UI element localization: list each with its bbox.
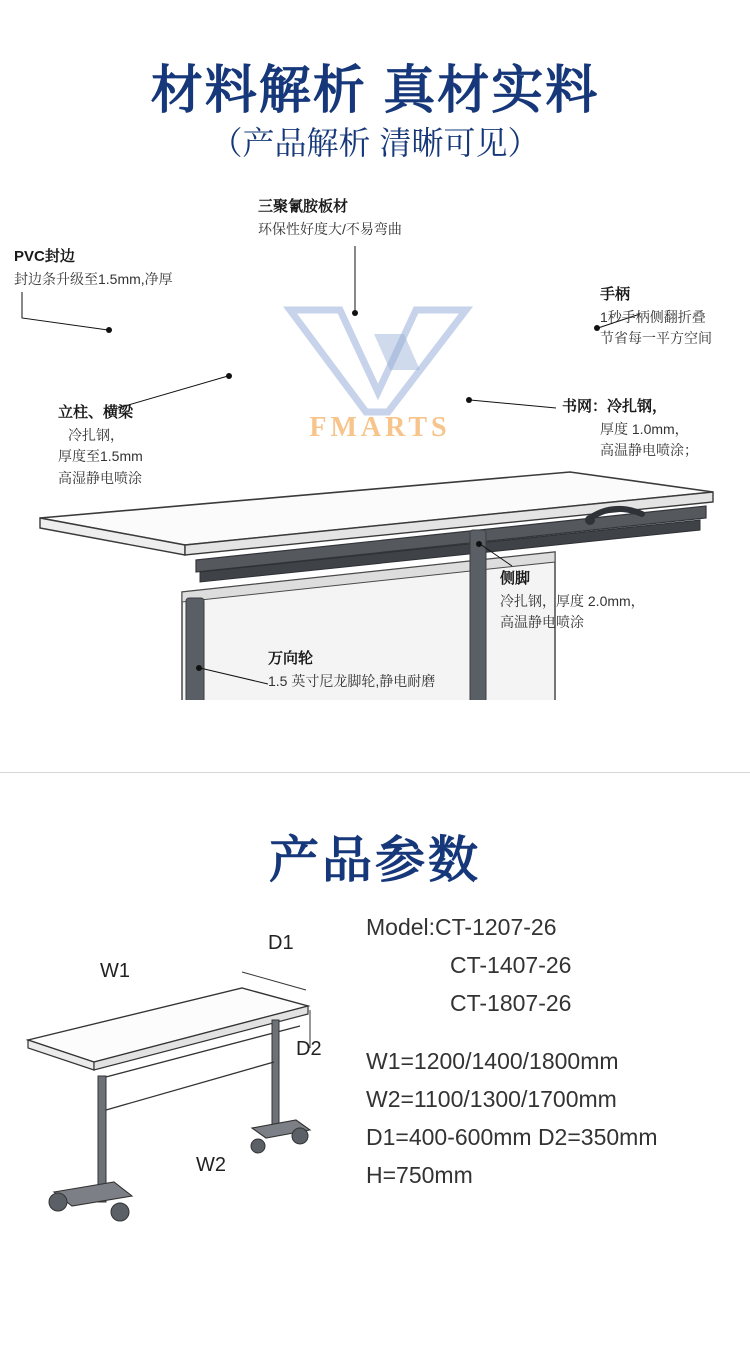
section-divider: [0, 772, 750, 773]
dimension-label-w1: W1: [100, 960, 130, 982]
spec-line: D1=400-600mm D2=350mm: [366, 1124, 658, 1150]
callout-book-net-head: 书网：冷扎钢，: [562, 398, 668, 415]
callout-melamine-board-head: 三聚氰胺板材: [258, 198, 349, 215]
callout-book-net-line-0: 厚度 1.0mm，: [600, 420, 689, 437]
callout-side-foot-line-1: 高温静电喷涂: [500, 614, 584, 631]
callout-pvc-edge-line-0: 封边条升级至1.5mm,净厚: [14, 270, 173, 287]
spec-line: W1=1200/1400/1800mm: [366, 1048, 619, 1074]
callout-handle: [600, 284, 712, 350]
page-subtitle: （产品解析 清晰可见）: [210, 125, 540, 161]
callout-column-beam: [58, 402, 143, 490]
callout-handle-line-0: 1秒手柄侧翻折叠: [600, 308, 706, 325]
parameters-title: 产品参数: [269, 832, 481, 888]
callout-caster-line-0: 1.5 英寸尼龙脚轮,静电耐磨: [268, 672, 436, 689]
spec-line: H=750mm: [366, 1162, 473, 1188]
callout-melamine-board-line-0: 环保性好度大/不易弯曲: [258, 220, 402, 237]
dimension-label-w2: W2: [196, 1154, 226, 1176]
callout-handle-line-1: 节省每一平方空间: [600, 330, 712, 347]
spec-line: Model:CT-1207-26: [366, 914, 557, 940]
spec-line: W2=1100/1300/1700mm: [366, 1086, 617, 1112]
callout-book-net-line-1: 高温静电喷涂；: [600, 442, 698, 459]
watermark-text: FMARTS: [309, 412, 451, 443]
parameters-section: [0, 780, 750, 1367]
callout-caster-head: 万向轮: [268, 650, 314, 667]
page-title: 材料解析 真材实料: [150, 62, 600, 120]
spec-spacer: [366, 1022, 746, 1042]
callout-column-beam-line-0: 冷扎钢，: [68, 426, 124, 443]
callout-side-foot-head: 侧脚: [500, 570, 531, 587]
callout-column-beam-line-2: 高湿静电喷涂: [58, 469, 142, 486]
dimension-label-d1: D1: [268, 932, 294, 954]
callout-column-beam-head: 立柱、横梁: [58, 404, 134, 421]
callout-caster: [268, 648, 435, 692]
dimension-label-d2: D2: [296, 1038, 322, 1060]
callout-side-foot-line-0: 冷扎钢，厚度 2.0mm，: [500, 592, 645, 609]
callout-column-beam-line-1: 厚度至1.5mm: [58, 448, 143, 465]
spec-line: CT-1407-26: [450, 952, 572, 978]
callout-pvc-edge-head: PVC封边: [14, 248, 75, 265]
callout-melamine-board: [258, 196, 402, 240]
callout-side-foot: [500, 568, 645, 634]
dimension-diagram: [10, 910, 370, 1270]
callout-pvc-edge: [14, 246, 173, 290]
callout-handle-head: 手柄: [600, 286, 631, 303]
callout-book-net: [562, 396, 698, 462]
spec-line: CT-1807-26: [450, 990, 572, 1016]
spec-list: [366, 908, 746, 1194]
